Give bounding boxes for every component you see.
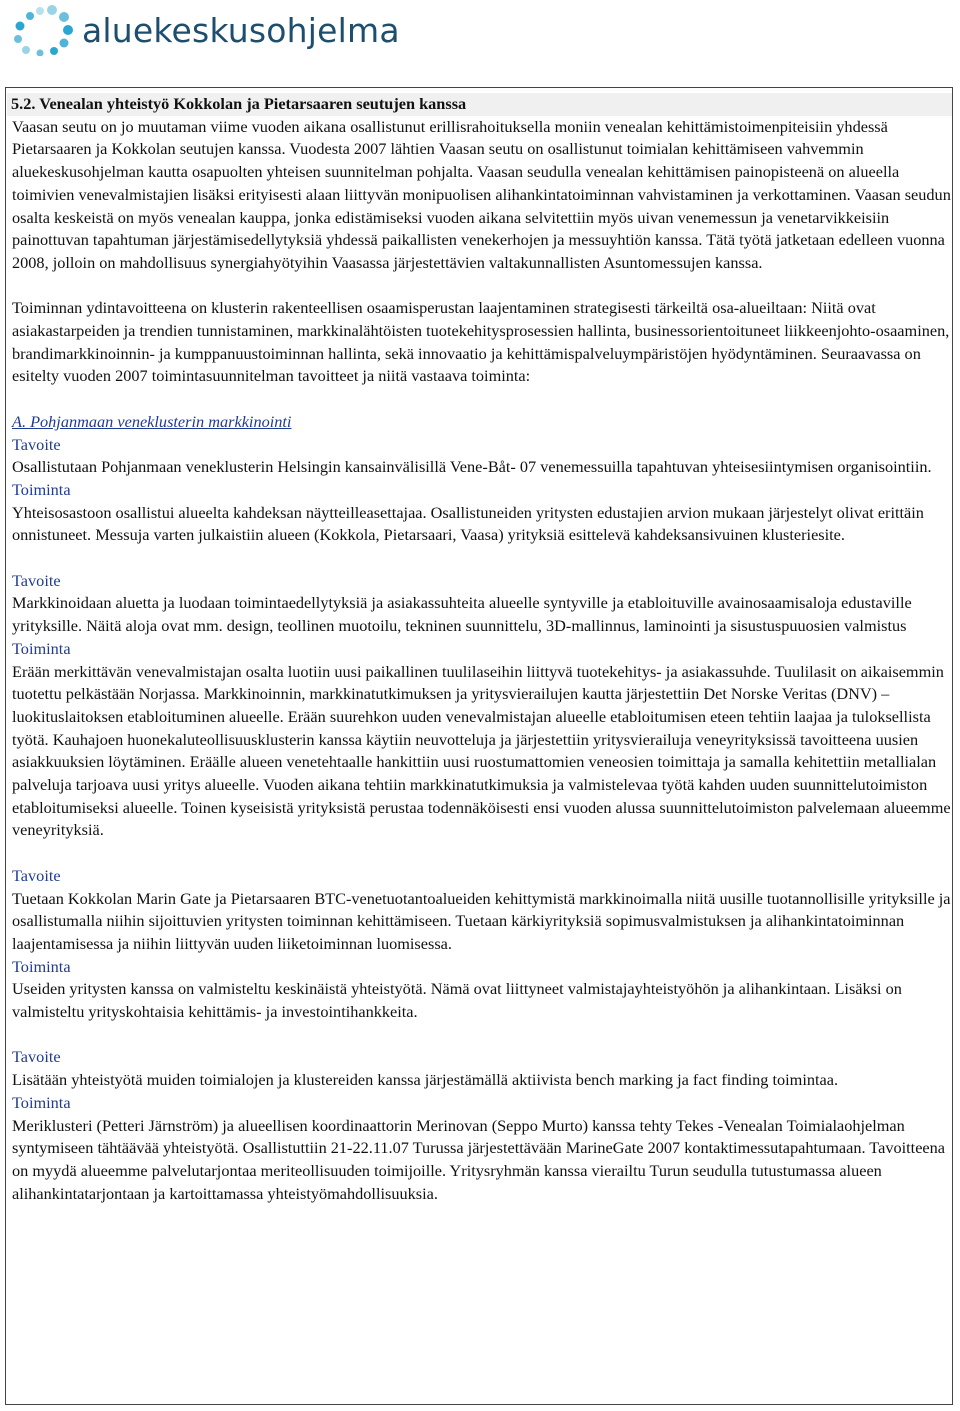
tavoite-text: Lisätään yhteistyötä muiden toimialojen ja klustereiden kanssa järjestämällä aktiivista bench marking ja fact finding toimintaa. [12,1070,839,1090]
tavoite-text: Osallistutaan Pohjanmaan veneklusterin Helsingin kansainvälisillä Vene-Båt- 07 venemessuilla tapahtuvan yhteisesiintymisen organisointiin. [12,457,932,477]
toiminta-label: Toiminta [12,956,71,976]
toiminta-text: Useiden yritysten kanssa on valmisteltu keskinäistä yhteistyötä. Nämä ovat liittyneet valmistajayhteistyöhön ja alihankintaan. Lisäksi on valmisteltu yrityskohtaisia kehittämis- ja investointihankkeita. [12,979,902,1022]
tavoite-label: Tavoite [12,865,61,885]
document-body [12,93,952,1205]
toiminta-label: Toiminta [12,479,71,499]
tavoite-label: Tavoite [12,434,61,454]
toiminta-label: Toiminta [12,638,71,658]
tavoite-label: Tavoite [12,1047,61,1067]
tavoite-text: Markkinoidaan aluetta ja luodaan toimintaedellytyksiä ja asiakassuhteita alueelle syntyville ja etabloituville avainosaamisaloja edustaville yrityksille. Näitä aloja ovat mm. design, teollinen muotoilu, tekninen suunnittelu, 3D-mallinnus, laminointi ja sisustuspuuosien valmistus [12,593,912,636]
toiminta-text: Yhteisosastoon osallistui alueelta kahdeksan näytteilleasettajaa. Osallistuneiden yritysten edustajien arvion mukaan järjestelyt olivat erittäin onnistuneet. Messuja varten julkaistiin alueen (Kokkola, Pietarsaari, Vaasa) yrityksiä esittelevä kahdeksansivuinen klusteriesite. [12,502,924,545]
logo-dots-icon [8,4,76,56]
tavoite-label: Tavoite [12,570,61,590]
intro-paragraph: Vaasan seutu on jo muutaman viime vuoden aikana osallistunut erillisrahoituksella moniin venealan kehittämistoimenpiteisiin yhdessä Pietarsaaren ja Kokkolan seutujen kanssa. Vuodesta 2007 lähtien Vaasan seutu on osallistunut toimialan kehittämiseen vahvemmin aluekeskusohjelman kautta osapuolten yhteisen suunnitelman pohjalta. Vaasan seudulla venealan kehittämisen painopisteenä on alueella toimivien venevalmistajien lisäksi erityisesti alaan liittyvän monipuolisen alihankintatoiminnan vahvistaminen ja verkottaminen. Vaasan seudun osalta keskeistä on myös venealan kauppa, jonka edistämiseksi vuoden aikana selvitettiin myös uivan venemessun ja venetarvikkeisiin painottuvan tapahtuman järjestämisedellytyksiä yhdessä paikallisten venekerhojen ja messuyhtiön kanssa. Tätä työtä jatketaan edelleen vuonna 2008, jolloin on mahdollisuus synergiahyötyihin Vaasassa järjestettävien valtakunnallisten Asuntomessujen kanssa. [12,116,951,272]
section-a-title: A. Pohjanmaan veneklusterin markkinointi [12,411,292,431]
toiminta-label: Toiminta [12,1092,71,1112]
logo-text: aluekeskusohjelma [82,10,400,50]
toiminta-text: Erään merkittävän venevalmistajan osalta luotiin uusi paikallinen tuulilaseihin liittyvä tuotekehitys- ja asiakassuhde. Tuulilasit on aikaisemmin tuotettu pelkästään Norjassa. Markkinoinnin, markkinatutkimuksen ja yritysvierailujen kautta järjestettiin Det Norske Veritas (DNV) –luokituslaitoksen etabloituminen alueelle. Erään suurehkon uuden venevalmistajan alueelle etabloitumisen eteen tehtiin laajaa ja tuloksellista työtä. Kauhajoen huonekaluteollisuusklusterin kanssa käytiin neuvotteluja ja järjestettiin yritysvierailuja veneyrityksissä tavoitteena uusien asiakkuuksien löytäminen. Eräälle alueen venetehtaalle hankittiin uusi ruostumattomien veneosien toimittaja ja samalla kehitettiin metallialan palveluja tarjoava uusi yritys alueelle. Vuoden aikana tehtiin markkinatutkimuksia ja valmistelevaa työtä kahden uuden suunnittelutoimiston etabloitumiseksi alueelle. Toinen kyseisistä yrityksistä perustaa todennäköisesti ensi vuoden alussa suunnittelutoimiston palvelemaan alueemme veneyrityksiä. [12,661,951,840]
tavoite-text: Tuetaan Kokkolan Marin Gate ja Pietarsaaren BTC-venetuotantoalueiden kehittymistä markkinoimalla niitä uusille tuotannollisille yrityksille ja osallistumalla niihin sijoittuvien yritysten toiminnan kehittämiseen. Tuetaan kärkiyrityksiä sopimusvalmistuksen ja alihankintatoiminnan laajentamisessa ja niihin liittyvän uuden liiketoiminnan luomisessa. [12,888,951,953]
section-heading: 5.2. Venealan yhteistyö Kokkolan ja Pietarsaaren seutujen kanssa [7,93,952,116]
toiminta-text: Meriklusteri (Petteri Järnström) ja alueellisen koordinaattorin Merinovan (Seppo Murto) kanssa tehty Tekes -Venealan Toimialaohjelman syntymiseen tähtäävää yhteistyötä. Osallistuttiin 21-22.11.07 Turussa järjestettävään MarineGate 2007 kontaktimessutapahtumaan. Tavoitteena on myydä alueemme palvelutarjontaa meriteollisuuden toimijoille. Yritysryhmän kanssa vierailtu Turun seudulla tutustumassa alueen alihankintatarjontaan ja kartoittamassa yhteistyömahdollisuuksia. [12,1115,946,1203]
logo [8,2,400,58]
intro-paragraph: Toiminnan ydintavoitteena on klusterin rakenteellisen osaamisperustan laajentaminen strategisesti tärkeiltä osa-alueiltaan: Niitä ovat asiakastarpeiden ja trendien tunnistaminen, markkinalähtöisten tuotekehitysprosessien hallinta, businessorientoituneet liikkeenjohto-osaaminen, brandimarkkinoinnin- ja kumppanuustoiminnan hallinta, sekä innovaatio ja kehittämispalveluympäristöjen hyödyntäminen. Seuraavassa on esitelty vuoden 2007 toimintasuunnitelman tavoitteet ja niitä vastaava toiminta: [12,298,950,386]
